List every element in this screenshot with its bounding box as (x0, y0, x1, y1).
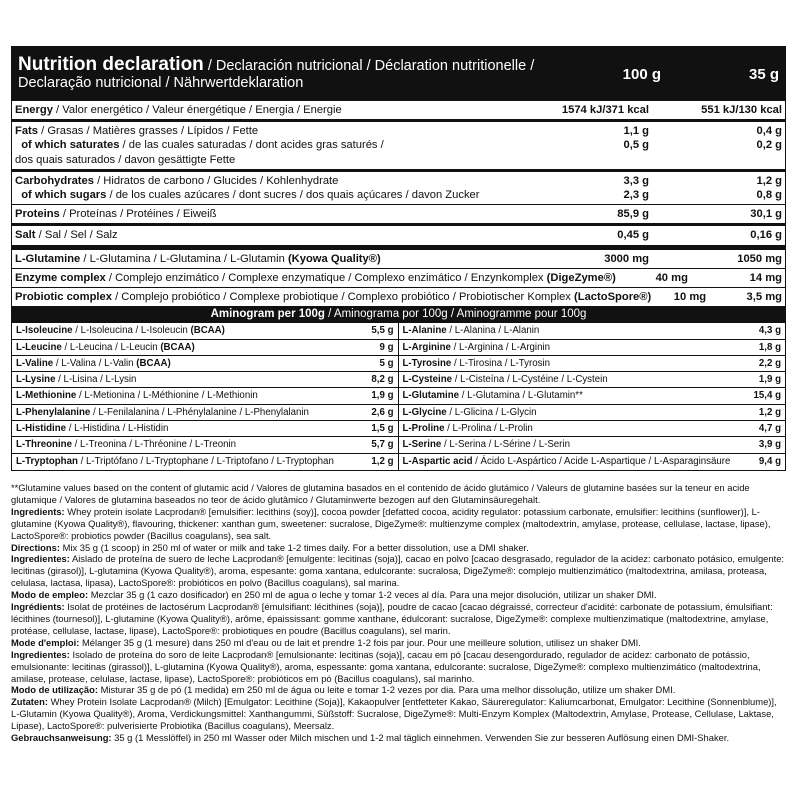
energy-group (12, 101, 785, 119)
amino-translations: / L-Serina / L-Sérine / L-Serin (441, 439, 570, 451)
directions-fr (11, 637, 786, 649)
amino-translations: / L-Alanina / L-Alanin (446, 325, 540, 337)
value-100g: 0,5 g (623, 139, 649, 152)
section-label: Ingredients: (11, 505, 65, 517)
nutrient-name: Proteins (15, 208, 60, 221)
nutrient-name: Fats (15, 125, 39, 138)
aminogram-right-column (399, 323, 786, 470)
amino-row (399, 323, 786, 339)
extra-translations: / Complejo probiótico / Complexe probiotique / Complexo probiótico / Probiotischer Komplex (111, 291, 575, 304)
section-label: Zutaten: (11, 696, 48, 708)
header-title (12, 56, 549, 92)
nutrition-label (11, 46, 786, 471)
fats-group (12, 122, 785, 169)
amino-value: 9 g (379, 341, 394, 353)
nutrient-translations: dos quais saturados / davon gesättigte Fette (15, 153, 236, 166)
header-col-100g: 100 g (622, 65, 661, 83)
amino-name: L-Methionine (16, 390, 77, 402)
extra-translations: / Complejo enzimático / Complexe enzymatique / Complexo enzimático / Enzynkomplex (105, 271, 547, 284)
amino-translations: / L-Glicina / L-Glycin (446, 406, 537, 418)
amino-name: L-Proline (402, 423, 445, 435)
nutrient-row-saturates-cont (12, 153, 785, 167)
amino-value: 5 g (379, 357, 394, 369)
section-text: Aislado de proteína de suero de leche Lacprodan® [emulgente: lecitinas (soja)], cacao en polvo [cacao desgrasado, regulador de la acidez: carbonato potásico, emulgente: lecitinas (girasol)], L-glutamina (Kyowa Quality®), aroma, espesante: goma xantana, edulcorante: sucralosa, DigeZyme®: complejo multienzimático (maltodextrina, amilasa, proteasa, celulasa, lactasa, lipasa), LactoSpore®: probióticos en polvo (Bacillus coagulans), sal marina. (11, 553, 785, 589)
amino-name: L-Tyrosine (402, 357, 452, 369)
carbs-group (12, 172, 785, 204)
amino-translations: / L-Arginina / L-Arginin (450, 341, 551, 353)
nutrient-name: Energy (15, 104, 53, 116)
amino-translations: / L-Valina / L-Valin (53, 357, 137, 369)
amino-value: 1,9 g (371, 390, 394, 402)
amino-row (399, 421, 786, 437)
value-35g: 0,4 g (756, 125, 782, 138)
amino-name: L-Serine (402, 439, 442, 451)
aminogram-grid (12, 323, 785, 470)
probiotic-group (12, 288, 785, 306)
extra-row-glutamine (12, 252, 785, 266)
amino-translations: / L-Tirosina / L-Tyrosin (451, 357, 551, 369)
extra-row-enzyme (12, 271, 785, 285)
section-label: Ingredientes: (11, 553, 70, 565)
nutrient-translations: / Hidratos de carbono / Glucides / Kohlenhydrate (93, 174, 339, 187)
amino-name: L-Cysteine (402, 374, 453, 386)
label-notes (11, 482, 786, 744)
amino-row (12, 372, 399, 388)
amino-value: 1,5 g (371, 423, 394, 435)
amino-row (12, 454, 399, 470)
nutrient-row-carbohydrates (12, 174, 785, 188)
extra-row-probiotic (12, 290, 785, 304)
glutamine-footnote: **Glutamine values based on the content of glutamic acid / Valores de glutamina basados en el contenido de ácido glutámico / Valeurs de glutamine basées sur la teneur en acide glutamique / Valores de glutamina baseados no teor de ácido glutâmico / Glutaminwerte bezogen auf den Glutaminsäuregehalt. (11, 482, 750, 505)
directions-pt (11, 684, 786, 696)
aminogram-translations: / Aminograma por 100g / Aminogramme pour 100g (324, 308, 587, 321)
section-text: Mélanger 35 g (1 mesure) dans 250 ml d'eau ou de lait et prendre 1-2 fois par jour. Pour une meilleure solution, utilisez un shaker DMI. (79, 636, 641, 648)
extra-brand: (DigeZyme®) (546, 271, 616, 284)
amino-name: L-Glycine (402, 406, 447, 418)
amino-value: 9,4 g (758, 455, 781, 467)
amino-row (399, 356, 786, 372)
section-label: Gebrauchsanweisung: (11, 732, 112, 744)
amino-tag: (BCAA) (136, 357, 171, 369)
nutrient-translations: / Sal / Sel / Salz (35, 229, 118, 242)
amino-row (12, 388, 399, 404)
enzyme-group (12, 269, 785, 287)
extra-name: L-Glutamine (15, 252, 81, 265)
value-35g: 0,16 g (750, 229, 782, 242)
value-100g: 1574 kJ/371 kcal (561, 104, 649, 116)
amino-value: 1,9 g (758, 374, 781, 386)
amino-name: L-Alanine (402, 325, 447, 337)
amino-name: L-Threonine (16, 439, 72, 451)
section-text: Mezclar 35 g (1 cazo dosificador) en 250 ml de agua o leche y tomar 1-2 veces al día. Para una mejor disolución, utilizar un shaker DMI. (88, 589, 657, 601)
amino-value: 1,2 g (758, 406, 781, 418)
amino-tag: (BCAA) (190, 325, 225, 337)
amino-value: 15,4 g (753, 390, 781, 402)
amino-row (399, 340, 786, 356)
nutrient-translations: / de los cuales azúcares / dont sucres / dos quais açúcares / davon Zucker (106, 189, 480, 202)
glutamine-group (12, 250, 785, 268)
section-label: Modo de empleo: (11, 589, 89, 601)
value-35g: 551 kJ/130 kcal (701, 104, 782, 116)
amino-row (12, 421, 399, 437)
value-100g: 0,45 g (617, 229, 649, 242)
nutrient-name: Carbohydrates (15, 174, 94, 187)
amino-translations: / Ácido L-Aspártico / Acide L-Aspartique / L-Asparaginsäure (472, 455, 731, 467)
header-col-35g: 35 g (748, 65, 779, 83)
nutrient-name: of which sugars (21, 189, 107, 202)
amino-name: L-Leucine (16, 341, 62, 353)
nutrition-table (11, 46, 786, 471)
amino-value: 8,2 g (371, 374, 394, 386)
nutrient-translations: / Valor energético / Valeur énergétique / Energia / Energie (52, 104, 342, 116)
amino-row (12, 340, 399, 356)
ingredients-pt (11, 649, 786, 685)
section-text: Isolado de proteína do soro de leite Lacprodan® [emulsionante: lecitinas (soja)], cacau em pó [cacau desengordurado, regulador de acidez: carbonato de potássio, emulsionante: lecitinas (girassol)], L-glutamina (Kyowa Quality®), aroma, espessante: goma xantana, edulcorante: sucralose, DigeZyme®: complexo multienzimático (maltodextrina, amilase, protease, celulase, lactase, lipase), LactoSpore®: probióticos em pó (Bacillus coagulans), sal marinho. (11, 648, 761, 684)
salt-group (12, 226, 785, 244)
directions-de (11, 732, 786, 744)
value-100g: 40 mg (655, 271, 688, 284)
aminogram-header (12, 306, 785, 323)
amino-value: 4,3 g (758, 325, 781, 337)
section-label: Mode d'emploi: (11, 636, 80, 648)
section-text: Mix 35 g (1 scoop) in 250 ml of water or milk and take 1-2 times daily. For a better dissolution, use a DMI shaker. (59, 541, 529, 553)
nutrient-row-saturates (12, 138, 785, 152)
amino-value: 4,7 g (758, 423, 781, 435)
value-35g: 3,5 mg (746, 291, 782, 304)
value-35g: 30,1 g (750, 208, 782, 221)
amino-row (399, 437, 786, 453)
extra-name: Enzyme complex (15, 271, 106, 284)
amino-row (12, 356, 399, 372)
amino-value: 1,8 g (758, 341, 781, 353)
amino-row (12, 437, 399, 453)
section-label: Directions: (11, 541, 60, 553)
extra-brand: (LactoSpore®) (574, 291, 652, 304)
value-35g: 14 mg (749, 271, 782, 284)
table-header (12, 47, 785, 101)
nutrient-row-proteins (12, 207, 785, 221)
extra-translations: / L-Glutamina / L-Glutamina / L-Glutamin (80, 252, 288, 265)
aminogram-left-column (12, 323, 399, 470)
value-100g: 3,3 g (623, 174, 649, 187)
amino-translations: / L-Lisina / L-Lysin (55, 374, 137, 386)
title-translations: / Declaración nutricional / Déclaration nutritionelle / Declaração nutricional / Nährwertdeklaration (18, 58, 535, 91)
value-35g: 0,2 g (756, 139, 782, 152)
value-100g: 2,3 g (623, 189, 649, 202)
amino-translations: / L-Histidina / L-Histidin (66, 423, 169, 435)
amino-row (399, 405, 786, 421)
value-100g: 10 mg (673, 291, 707, 304)
amino-value: 2,2 g (758, 357, 781, 369)
amino-translations: / L-Cisteína / L-Cystéine / L-Cystein (452, 374, 608, 386)
nutrient-row-sugars (12, 188, 785, 202)
ingredients-es (11, 553, 786, 589)
amino-translations: / L-Fenilalanina / L-Phénylalanine / L-Phenylalanin (90, 406, 309, 418)
ingredients-fr (11, 601, 786, 637)
section-label: Ingrédients: (11, 601, 65, 613)
value-35g: 1050 mg (737, 252, 782, 265)
nutrient-name: of which saturates (21, 139, 120, 152)
amino-value: 2,6 g (371, 406, 394, 418)
amino-row (399, 388, 786, 404)
amino-translations: / L-Glutamina / L-Glutamin** (459, 390, 583, 402)
amino-row (399, 372, 786, 388)
directions-es (11, 589, 786, 601)
value-35g: 0,8 g (756, 189, 782, 202)
value-100g: 85,9 g (617, 208, 649, 221)
proteins-group (12, 205, 785, 223)
amino-name: L-Phenylalanine (16, 406, 91, 418)
amino-name: L-Glutamine (402, 390, 460, 402)
extra-brand: (Kyowa Quality®) (287, 252, 381, 265)
section-text: Isolat de protéines de lactosérum Lacprodan® [émulsifiant: lécithines (soja)], poudre de cacao [cacao dégraissé, correcteur d'acidité: carbonate de potassium, émulsifiant: lécithines (tournesol)], L-glutamine (Kyowa Quality®), arôme, épaississant: gomme xanthane, édulcorant: sucralose, DigeZyme®: complexe multienzimatique (maltodextrine, amylase, protéase, cellulase, lactase, lipase), LactoSpore®: probiotiques en poudre (Bacillus coagulans), sel marin. (11, 601, 773, 636)
nutrient-translations: / Proteínas / Protéines / Eiweiß (59, 208, 217, 221)
amino-translations: / L-Metionina / L-Méthionine / L-Methionin (76, 390, 258, 402)
amino-translations: / L-Treonina / L-Thréonine / L-Treonin (71, 439, 237, 451)
section-label: Modo de utilização: (11, 684, 98, 696)
section-text: Whey Protein Isolate Lacprodan® (Milch) [Emulgator: Lecithine (Soja)], Kakaopulver [entfetteter Kakao, Säureregulator: Kaliumcarbonat, Emulgator: Lecithine (Sonnenblume)], L-Glutamin (Kyowa Quality®), Aroma, Verdickungsmittel: Xanthangummi, Süßstoff: Sucralose, DigeZyme®: Multi-Enzym Komplex (Maltodextrin, Amylase, Protease, Cellulase, Laktase, Lipase), LactoSpore®: pulverisierte Probiotika (Bacillus coagulans), Meersalz. (11, 696, 777, 732)
title-bold: Nutrition declaration (18, 54, 204, 75)
section-text: Whey protein isolate Lacprodan® [emulsifier: lecithins (soy)], cocoa powder [defatted cocoa, acidity regulator: potassium carbonate, emulsifier: lecithins (sunflower)], L-glutamine (Kyowa Quality®), flavouring, thickener: xanthan gum, sweetener: sucralose, DigeZyme®: multienzyme complex (maltodextrin, amylase, protease, cellulase, lactase, lipase), LactoSpore®: probiotics powder (Bacillus coagulans), sea salt. (11, 505, 771, 541)
value-100g: 3000 mg (604, 252, 649, 265)
amino-row (12, 405, 399, 421)
amino-row (399, 454, 786, 470)
amino-name: L-Tryptophan (16, 455, 78, 467)
extra-name: Probiotic complex (15, 291, 112, 304)
value-35g: 1,2 g (756, 174, 782, 187)
ingredients-de (11, 696, 786, 732)
nutrient-translations: / Grasas / Matières grasses / Lípidos / Fette (38, 125, 259, 138)
nutrient-row-energy (12, 103, 785, 117)
amino-value: 5,5 g (371, 325, 394, 337)
ingredients-en (11, 506, 786, 542)
amino-value: 3,9 g (758, 439, 781, 451)
amino-value: 1,2 g (371, 455, 394, 467)
nutrient-row-fats (12, 124, 785, 138)
amino-name: L-Valine (16, 357, 54, 369)
nutrient-row-salt (12, 228, 785, 242)
value-100g: 1,1 g (623, 125, 649, 138)
amino-name: L-Isoleucine (16, 325, 73, 337)
amino-translations: / L-Triptófano / L-Tryptophane / L-Triptofano / L-Tryptophan (77, 455, 334, 467)
amino-name: L-Lysine (16, 374, 56, 386)
aminogram-title: Aminogram per 100g (210, 308, 325, 321)
directions-en (11, 542, 786, 554)
amino-translations: / L-Leucina / L-Leucin (61, 341, 161, 353)
nutrient-translations: / de las cuales saturadas / dont acides gras saturés / (119, 139, 384, 152)
section-text: Misturar 35 g de pó (1 medida) em 250 ml de água ou leite e tomar 1-2 vezes por dia. Para uma melhor dissolução, utilize um shaker DMI. (97, 684, 676, 696)
amino-name: L-Aspartic acid (402, 455, 473, 467)
amino-value: 5,7 g (371, 439, 394, 451)
amino-name: L-Arginine (402, 341, 451, 353)
section-text: 35 g (1 Messlöffel) in 250 ml Wasser oder Milch mischen und 1-2 mal täglich einnehmen. Verwenden Sie zur besseren Auflösung einen DMI-Shaker. (111, 732, 730, 744)
amino-tag: (BCAA) (160, 341, 195, 353)
section-label: Ingredientes: (11, 648, 70, 660)
amino-row (12, 323, 399, 339)
amino-name: L-Histidine (16, 423, 67, 435)
amino-translations: / L-Prolina / L-Prolin (444, 423, 533, 435)
amino-translations: / L-Isoleucina / L-Isoleucin (72, 325, 191, 337)
nutrient-name: Salt (15, 229, 36, 242)
